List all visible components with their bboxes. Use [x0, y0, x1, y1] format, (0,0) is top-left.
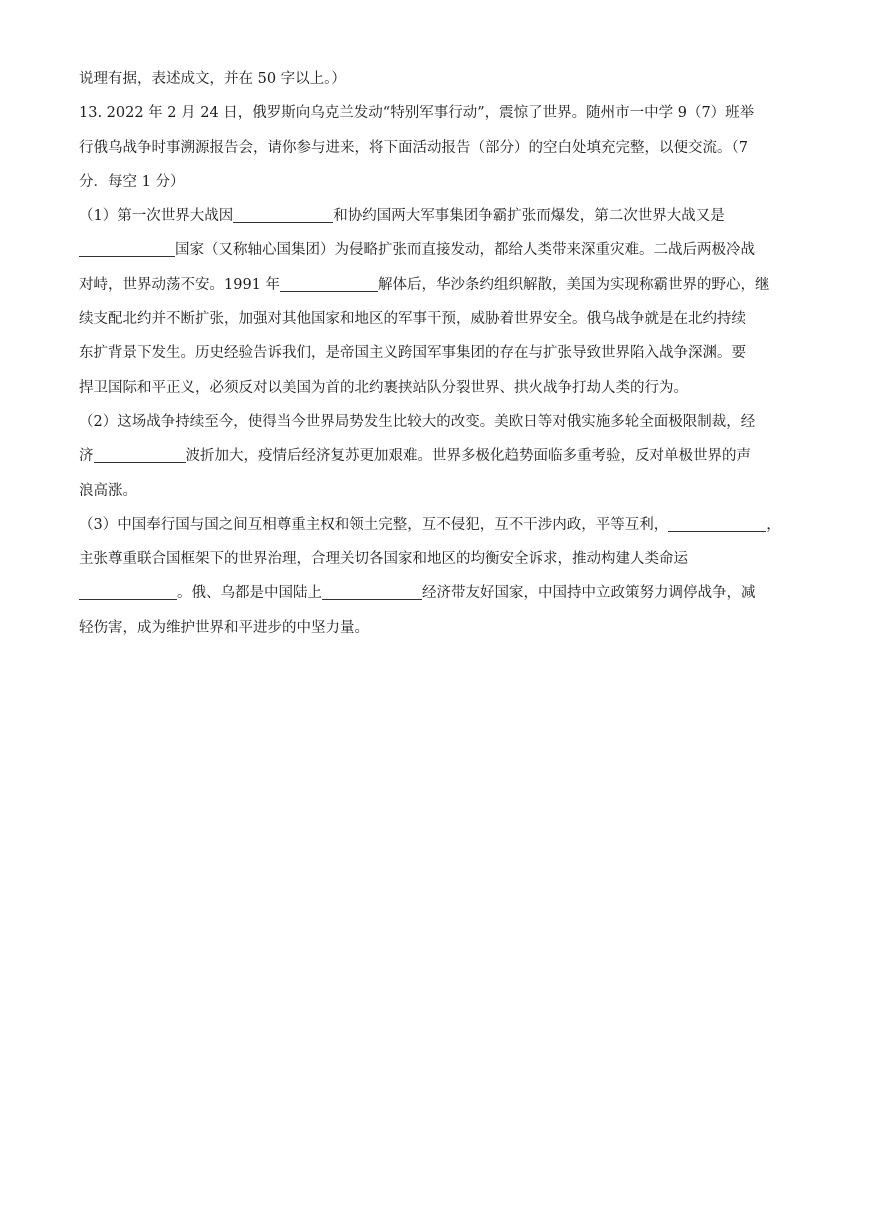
text-line [79, 439, 794, 473]
text-segment: 波折加大，疫情后经济复苏更加艰难。世界多极化趋势面临多重考验，反对单极世界的声 [185, 448, 751, 465]
text-segment: （3）中国奉行国与国之间互相尊重主权和领土完整，互不侵犯，互不干涉内政，平等互利， [79, 516, 669, 533]
text-segment: 行俄乌战争时事溯源报告会，请你参与进来，将下面活动报告（部分）的空白处填充完整，以便交流。（7 [79, 139, 748, 156]
fill-blank[interactable] [668, 513, 766, 532]
text-segment: 分．每空 1 分） [79, 173, 185, 190]
text-segment: （1）第一次世界大战因 [79, 208, 234, 225]
text-segment: 解体后，华沙条约组织解散，美国为实现称霸世界的野心，继 [378, 276, 770, 293]
fill-blank[interactable] [79, 581, 177, 600]
part-2-line [79, 405, 794, 439]
text-line [79, 268, 794, 302]
text-segment: （2）这场战争持续至今，使得当今世界局势发生比较大的改变。美欧日等对俄实施多轮全面极限制裁，经 [79, 413, 756, 430]
document-body [79, 62, 794, 645]
text-segment: 国家（又称轴心国集团）为侵略扩张而直接发动，都给人类带来深重灾难。二战后两极冷战 [175, 242, 755, 259]
text-segment: 捍卫国际和平正义，必须反对以美国为首的北约裹挟站队分裂世界、拱火战争打劫人类的行为。 [79, 379, 688, 396]
part-1-line [79, 199, 794, 233]
fill-blank[interactable] [94, 444, 186, 463]
fill-blank[interactable] [79, 238, 175, 257]
text-line [79, 542, 794, 576]
text-line [79, 611, 794, 645]
text-segment: 和协约国两大军事集团争霸扩张而爆发，第二次世界大战又是 [333, 208, 725, 225]
text-segment: 13. 2022 年 2 月 24 日，俄罗斯向乌克兰发动“特别军事行动”，震惊了世界。随州市一中学 9（7）班举 [79, 105, 755, 122]
text-segment: 主张尊重联合国框架下的世界治理，合理关切各国家和地区的均衡安全诉求，推动构建人类命运 [79, 551, 688, 568]
text-segment: 经济带友好国家，中国持中立政策努力调停战争，减 [422, 585, 756, 602]
text-line [79, 233, 794, 267]
fill-blank[interactable] [233, 204, 333, 223]
text-line [79, 302, 794, 336]
text-segment: 。俄、乌都是中国陆上 [177, 585, 322, 602]
text-line [79, 371, 794, 405]
text-segment: 轻伤害，成为维护世界和平进步的中坚力量。 [79, 619, 369, 636]
text-line [79, 474, 794, 508]
text-segment: 东扩背景下发生。历史经验告诉我们，是帝国主义跨国军事集团的存在与扩张导致世界陷入战争深渊。要 [79, 345, 746, 362]
part-3-line [79, 508, 794, 542]
text-segment: 说理有据，表述成文，并在 50 字以上。） [79, 71, 346, 87]
text-line [79, 131, 794, 165]
question-13-intro [79, 96, 794, 130]
text-segment: 对峙，世界动荡不安。1991 年 [79, 276, 281, 293]
text-segment: 济 [79, 448, 94, 465]
fill-blank[interactable] [280, 273, 378, 292]
text-segment: 浪高涨。 [79, 482, 137, 499]
text-line [79, 62, 794, 96]
text-segment: 续支配北约并不断扩张，加强对其他国家和地区的军事干预，威胁着世界安全。俄乌战争就是在北约持续 [79, 311, 746, 328]
text-line [79, 576, 794, 610]
text-line [79, 336, 794, 370]
text-line [79, 165, 794, 199]
text-segment: ， [766, 516, 781, 533]
fill-blank[interactable] [322, 581, 422, 600]
